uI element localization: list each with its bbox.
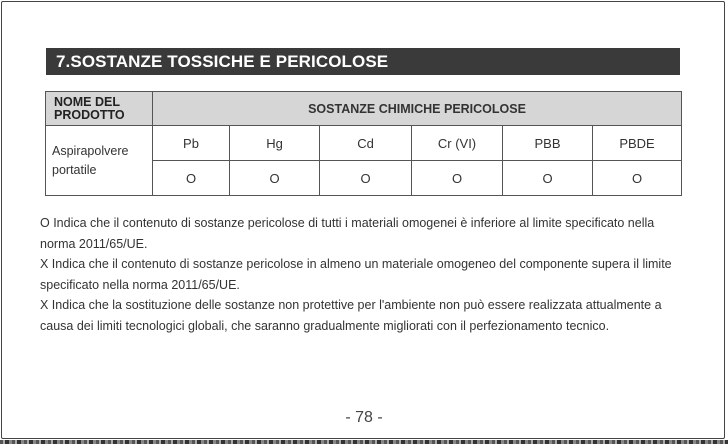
hazardous-substances-table [45,91,682,196]
compliance-mark: O [153,161,230,196]
compliance-mark: O [320,161,412,196]
substance-symbols-row [46,126,682,161]
bottom-edge-strip [0,440,728,444]
substance-symbol: Cd [320,126,412,161]
compliance-mark: O [412,161,503,196]
compliance-mark: O [503,161,593,196]
substance-symbol: PBDE [593,126,682,161]
section-heading: 7.SOSTANZE TOSSICHE E PERICOLOSE [46,48,680,75]
page-number: - 78 - [345,409,383,426]
legend-notes [40,213,686,336]
substance-symbol: Hg [230,126,320,161]
substance-symbol: PBB [503,126,593,161]
substances-header: SOSTANZE CHIMICHE PERICOLOSE [153,92,682,126]
table-header-row [46,92,682,126]
product-name-cell: Aspirapolvere portatile [46,126,153,196]
note-x-substitution: X Indica che la sostituzione delle sostanze non protettive per l'ambiente non può essere realizzata attualmente a causa dei limiti tecnologici globali, che saranno gradualmente migliorati con il perfezionamento tecnico. [40,298,662,333]
note-o-below-limit: O Indica che il contenuto di sostanze pericolose di tutti i materiali omogenei è inferiore al limite specificato nella norma 2011/65/UE. [40,216,655,251]
note-x-exceeds-limit: X Indica che il contenuto di sostanze pericolose in almeno un materiale omogeneo del componente supera il limite specificato nella norma 2011/65/UE. [40,257,672,292]
product-name-header: NOME DEL PRODOTTO [46,92,153,126]
substance-symbol: Cr (VI) [412,126,503,161]
compliance-mark: O [230,161,320,196]
substance-symbol: Pb [153,126,230,161]
compliance-mark: O [593,161,682,196]
